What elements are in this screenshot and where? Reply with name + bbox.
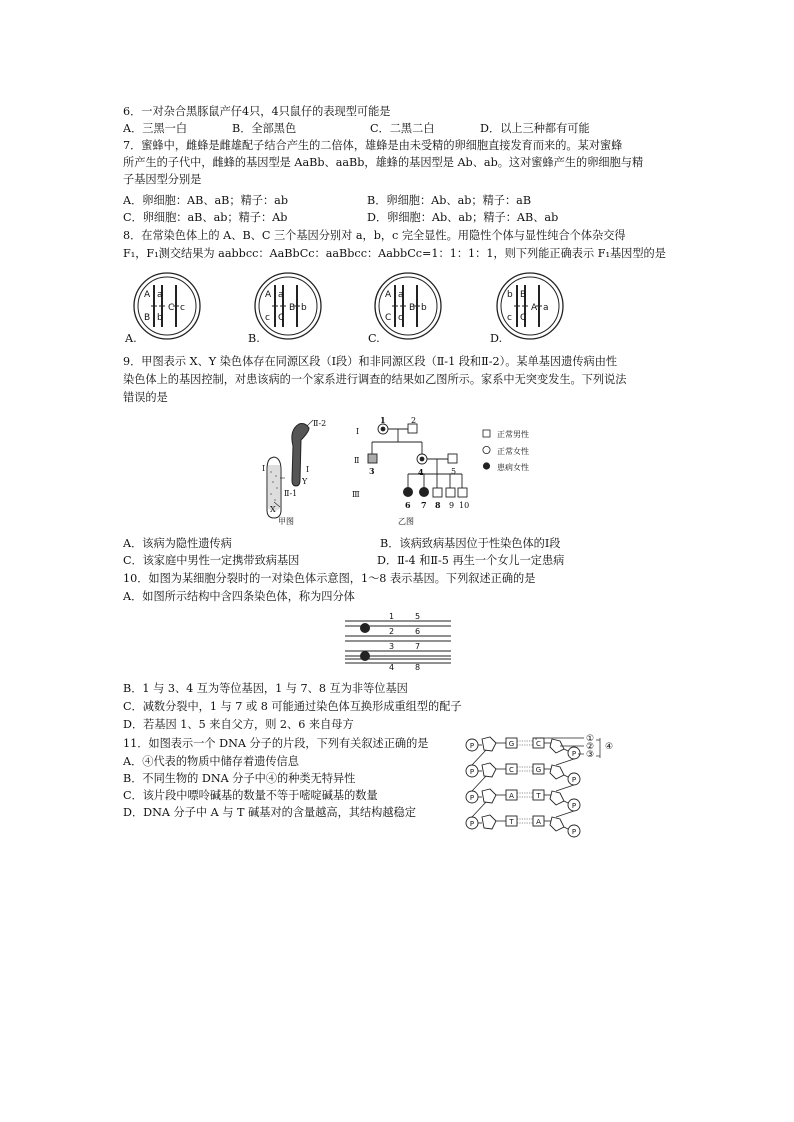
gene-label: B bbox=[144, 313, 151, 323]
q9-fig-a-label-II1: Ⅱ-1 bbox=[284, 489, 298, 498]
q9-fig-b-id-8: 8 bbox=[435, 500, 441, 510]
dna-nucleotide-pair bbox=[466, 815, 580, 837]
q9-fig-b-gen-III: Ⅲ bbox=[352, 490, 360, 499]
base-label: A bbox=[509, 792, 514, 800]
q9-fig-b-id-2: 2 bbox=[411, 416, 417, 425]
gene-label: c bbox=[180, 303, 185, 313]
q9-pedigree-legend-symbols bbox=[480, 428, 494, 474]
gene-label: b bbox=[157, 313, 163, 323]
q6-option-a: A．三黑一白 bbox=[123, 122, 188, 135]
q10-option-d: D．若基因 1、5 来自父方，则 2、6 来自母方 bbox=[123, 718, 354, 731]
q7-stem-line-2: 所产生的子代中，雌蜂的基因型是 AaBb、aaBb，雄蜂的基因型是 Ab、ab。这对蜜蜂产生的卵细胞与精 bbox=[123, 156, 644, 169]
legend-normal-male-symbol bbox=[483, 430, 490, 437]
q9-option-a: A．该病为隐性遗传病 bbox=[123, 537, 232, 550]
base-label: A bbox=[536, 818, 541, 826]
q11-option-c: C．该片段中嘌呤碱基的数量不等于嘧啶碱基的数量 bbox=[123, 789, 378, 802]
q9-option-c: C．该家庭中男性一定携带致病基因 bbox=[123, 554, 300, 567]
q9-fig-b-id-5: 5 bbox=[451, 467, 457, 476]
phosphate-label: P bbox=[571, 750, 577, 758]
pedigree-III-7 bbox=[419, 487, 429, 497]
q11-option-b: B．不同生物的 DNA 分子中④的种类无特异性 bbox=[123, 772, 356, 785]
legend-affected-female-label: 患病女性 bbox=[497, 463, 529, 472]
q10-option-a: A．如图所示结构中含四条染色体，称为四分体 bbox=[123, 590, 355, 603]
phosphate-label: P bbox=[571, 802, 577, 810]
q11-option-a: A．④代表的物质中储存着遗传信息 bbox=[123, 755, 299, 768]
gene-label: a bbox=[157, 290, 163, 300]
pedigree-II-4-carrier-dot bbox=[420, 457, 425, 462]
q7-option-b: B．卵细胞：Ab、ab；精子：aB bbox=[367, 194, 532, 207]
q9-option-b: B．该病致病基因位于性染色体的Ⅰ段 bbox=[380, 537, 561, 550]
q7-stem-line-1: 7．蜜蜂中，雌蜂是雌雄配子结合产生的二倍体，雄蜂是由未受精的卵细胞直接发育而来的。某对蜜蜂 bbox=[123, 139, 623, 152]
gene-label: a bbox=[278, 290, 284, 300]
gene-number: 3 bbox=[389, 642, 395, 651]
q9-fig-b-id-4: 4 bbox=[418, 467, 424, 477]
q7-stem-line-3: 子基因型分别是 bbox=[123, 173, 202, 186]
q8-cell-d bbox=[497, 273, 563, 339]
q9-fig-b-id-10: 10 bbox=[459, 501, 470, 510]
dna-nucleotide-pair bbox=[466, 737, 580, 765]
phosphate-label: P bbox=[571, 776, 577, 784]
pedigree-III-8 bbox=[433, 488, 442, 497]
gene-label: c bbox=[507, 313, 512, 323]
phosphate-label: P bbox=[469, 768, 475, 776]
pedigree-III-10 bbox=[458, 488, 467, 497]
pedigree-II-5 bbox=[448, 454, 457, 463]
base-label: C bbox=[509, 766, 514, 774]
marker-label: ② bbox=[585, 742, 595, 752]
pedigree-III-9 bbox=[446, 488, 455, 497]
q9-fig-b-id-9: 9 bbox=[449, 501, 455, 510]
q8-option-d-letter: D. bbox=[490, 332, 503, 345]
gene-number: 4 bbox=[389, 663, 395, 672]
q8-stem-line-1: 8．在常染色体上的 A、B、C 三个基因分别对 a，b，c 完全显性。用隐性个体与显性纯合个体杂交得 bbox=[123, 229, 626, 242]
pedigree-II-3 bbox=[368, 454, 377, 463]
q7-option-a: A．卵细胞：AB、aB；精子：ab bbox=[123, 194, 288, 207]
gene-label: c bbox=[398, 313, 403, 323]
q10-chromosome-pair-figure bbox=[343, 610, 455, 672]
q9-fig-b-gen-II: Ⅱ bbox=[354, 456, 360, 465]
q8-option-a-letter: A. bbox=[125, 332, 137, 345]
gene-label: b bbox=[507, 290, 513, 300]
q8-cell-b bbox=[255, 273, 321, 339]
q8-stem-line-2: F₁，F₁测交结果为 aabbcc：AaBbCc：aaBbcc：AabbCc=1：1：1：1，则下列能正确表示 F₁基因型的是 bbox=[123, 247, 666, 260]
q6-option-d: D．以上三种都有可能 bbox=[480, 122, 590, 135]
q11-stem: 11．如图表示一个 DNA 分子的片段，下列有关叙述正确的是 bbox=[123, 737, 429, 750]
gene-label: c bbox=[265, 313, 270, 323]
dna-nucleotide-pair bbox=[466, 763, 580, 791]
q8-cell-a bbox=[134, 273, 200, 339]
phosphate-label: P bbox=[469, 820, 475, 828]
q7-option-d: D．卵细胞：Ab、ab；精子：AB、ab bbox=[367, 211, 559, 224]
q9-stem-line-2: 染色体上的基因控制，对患该病的一个家系进行调查的结果如乙图所示。家系中无突变发生。下列说法 bbox=[123, 373, 627, 386]
q9-fig-b-gen-I: Ⅰ bbox=[356, 427, 360, 436]
gene-label: B bbox=[289, 303, 296, 313]
gene-label: b bbox=[421, 303, 427, 313]
marker-label: ④ bbox=[604, 742, 614, 752]
gene-label: a bbox=[543, 303, 549, 313]
legend-normal-female-symbol bbox=[483, 446, 490, 453]
gene-label: A bbox=[144, 290, 151, 300]
gene-number: 1 bbox=[389, 612, 395, 621]
q8-option-b-letter: B. bbox=[248, 332, 260, 345]
q10-stem: 10．如图为某细胞分裂时的一对染色体示意图，1～8 表示基因。下列叙述正确的是 bbox=[123, 572, 536, 585]
base-label: G bbox=[535, 766, 542, 774]
gene-label: A bbox=[385, 290, 392, 300]
pedigree-III-6 bbox=[403, 487, 413, 497]
gene-label: a bbox=[398, 290, 404, 300]
gene-label: C bbox=[520, 313, 527, 323]
q9-fig-a-label-y: Y bbox=[302, 477, 308, 486]
gene-number: 8 bbox=[415, 663, 421, 672]
gene-label: A bbox=[531, 303, 538, 313]
q9-fig-a-caption: 甲图 bbox=[278, 517, 294, 526]
base-label: G bbox=[508, 740, 515, 748]
gene-label: C bbox=[385, 313, 392, 323]
q8-cell-figures bbox=[120, 268, 600, 344]
marker-label: ① bbox=[585, 734, 595, 744]
gene-label: A bbox=[265, 290, 272, 300]
q9-fig-a-label-x: X bbox=[270, 505, 276, 514]
marker-label: ③ bbox=[585, 750, 595, 760]
gene-label: C bbox=[278, 313, 285, 323]
q9-fig-b-id-3: 3 bbox=[369, 466, 375, 476]
gene-number: 6 bbox=[415, 627, 421, 636]
q8-option-c-letter: C. bbox=[368, 332, 380, 345]
centromere-lower bbox=[360, 651, 370, 661]
q9-fig-b-id-1: 1 bbox=[380, 415, 386, 425]
q9-fig-b-caption: 乙图 bbox=[398, 517, 414, 526]
gene-label: B bbox=[409, 303, 416, 313]
phosphate-label: P bbox=[469, 742, 475, 750]
gene-number: 2 bbox=[389, 627, 395, 636]
q6-option-b: B．全部黑色 bbox=[232, 122, 297, 135]
q8-cell-c bbox=[375, 273, 441, 339]
q9-fig-a-label-I: Ⅰ bbox=[262, 464, 266, 473]
gene-label: C bbox=[168, 303, 175, 313]
phosphate-label: P bbox=[469, 794, 475, 802]
q11-option-d: D．DNA 分子中 A 与 T 碱基对的含量越高，其结构越稳定 bbox=[123, 806, 416, 819]
base-label: C bbox=[536, 740, 541, 748]
base-label: T bbox=[509, 818, 514, 826]
gene-number: 5 bbox=[415, 612, 421, 621]
q9-fig-a-label-I-y: Ⅰ bbox=[306, 465, 310, 474]
legend-normal-female-label: 正常女性 bbox=[497, 447, 529, 456]
q6-stem: 6．一对杂合黑豚鼠产仔4只，4只鼠仔的表现型可能是 bbox=[123, 105, 391, 118]
q11-dna-figure bbox=[460, 730, 620, 840]
dna-nucleotide-pair bbox=[466, 789, 580, 817]
gene-number: 7 bbox=[415, 642, 421, 651]
q9-stem-line-3: 错误的是 bbox=[123, 391, 168, 404]
phosphate-label: P bbox=[571, 828, 577, 836]
q9-option-d: D．Ⅱ-4 和Ⅱ-5 再生一个女儿一定患病 bbox=[377, 554, 565, 567]
gene-label: b bbox=[301, 303, 307, 313]
q9-fig-a-label-II2: Ⅱ-2 bbox=[313, 419, 327, 428]
centromere-upper bbox=[360, 623, 370, 633]
legend-affected-female-symbol bbox=[483, 462, 490, 469]
q9-fig-b-id-6: 6 bbox=[405, 500, 411, 510]
q10-option-c: C．减数分裂中，1 与 7 或 8 可能通过染色体互换形成重组型的配子 bbox=[123, 700, 462, 713]
base-label: T bbox=[536, 792, 541, 800]
q10-option-b: B．1 与 3、4 互为等位基因，1 与 7、8 互为非等位基因 bbox=[123, 682, 408, 695]
q7-option-c: C．卵细胞：aB、ab；精子：Ab bbox=[123, 211, 288, 224]
q6-option-c: C．二黑二白 bbox=[370, 122, 435, 135]
q9-stem-line-1: 9．甲图表示 X、Y 染色体存在同源区段（Ⅰ段）和非同源区段（Ⅱ-1 段和Ⅱ-2）。某单基因遗传病由性 bbox=[123, 355, 618, 368]
q9-fig-b-id-7: 7 bbox=[421, 500, 427, 510]
legend-normal-male-label: 正常男性 bbox=[497, 430, 529, 439]
gene-label: B bbox=[520, 290, 527, 300]
